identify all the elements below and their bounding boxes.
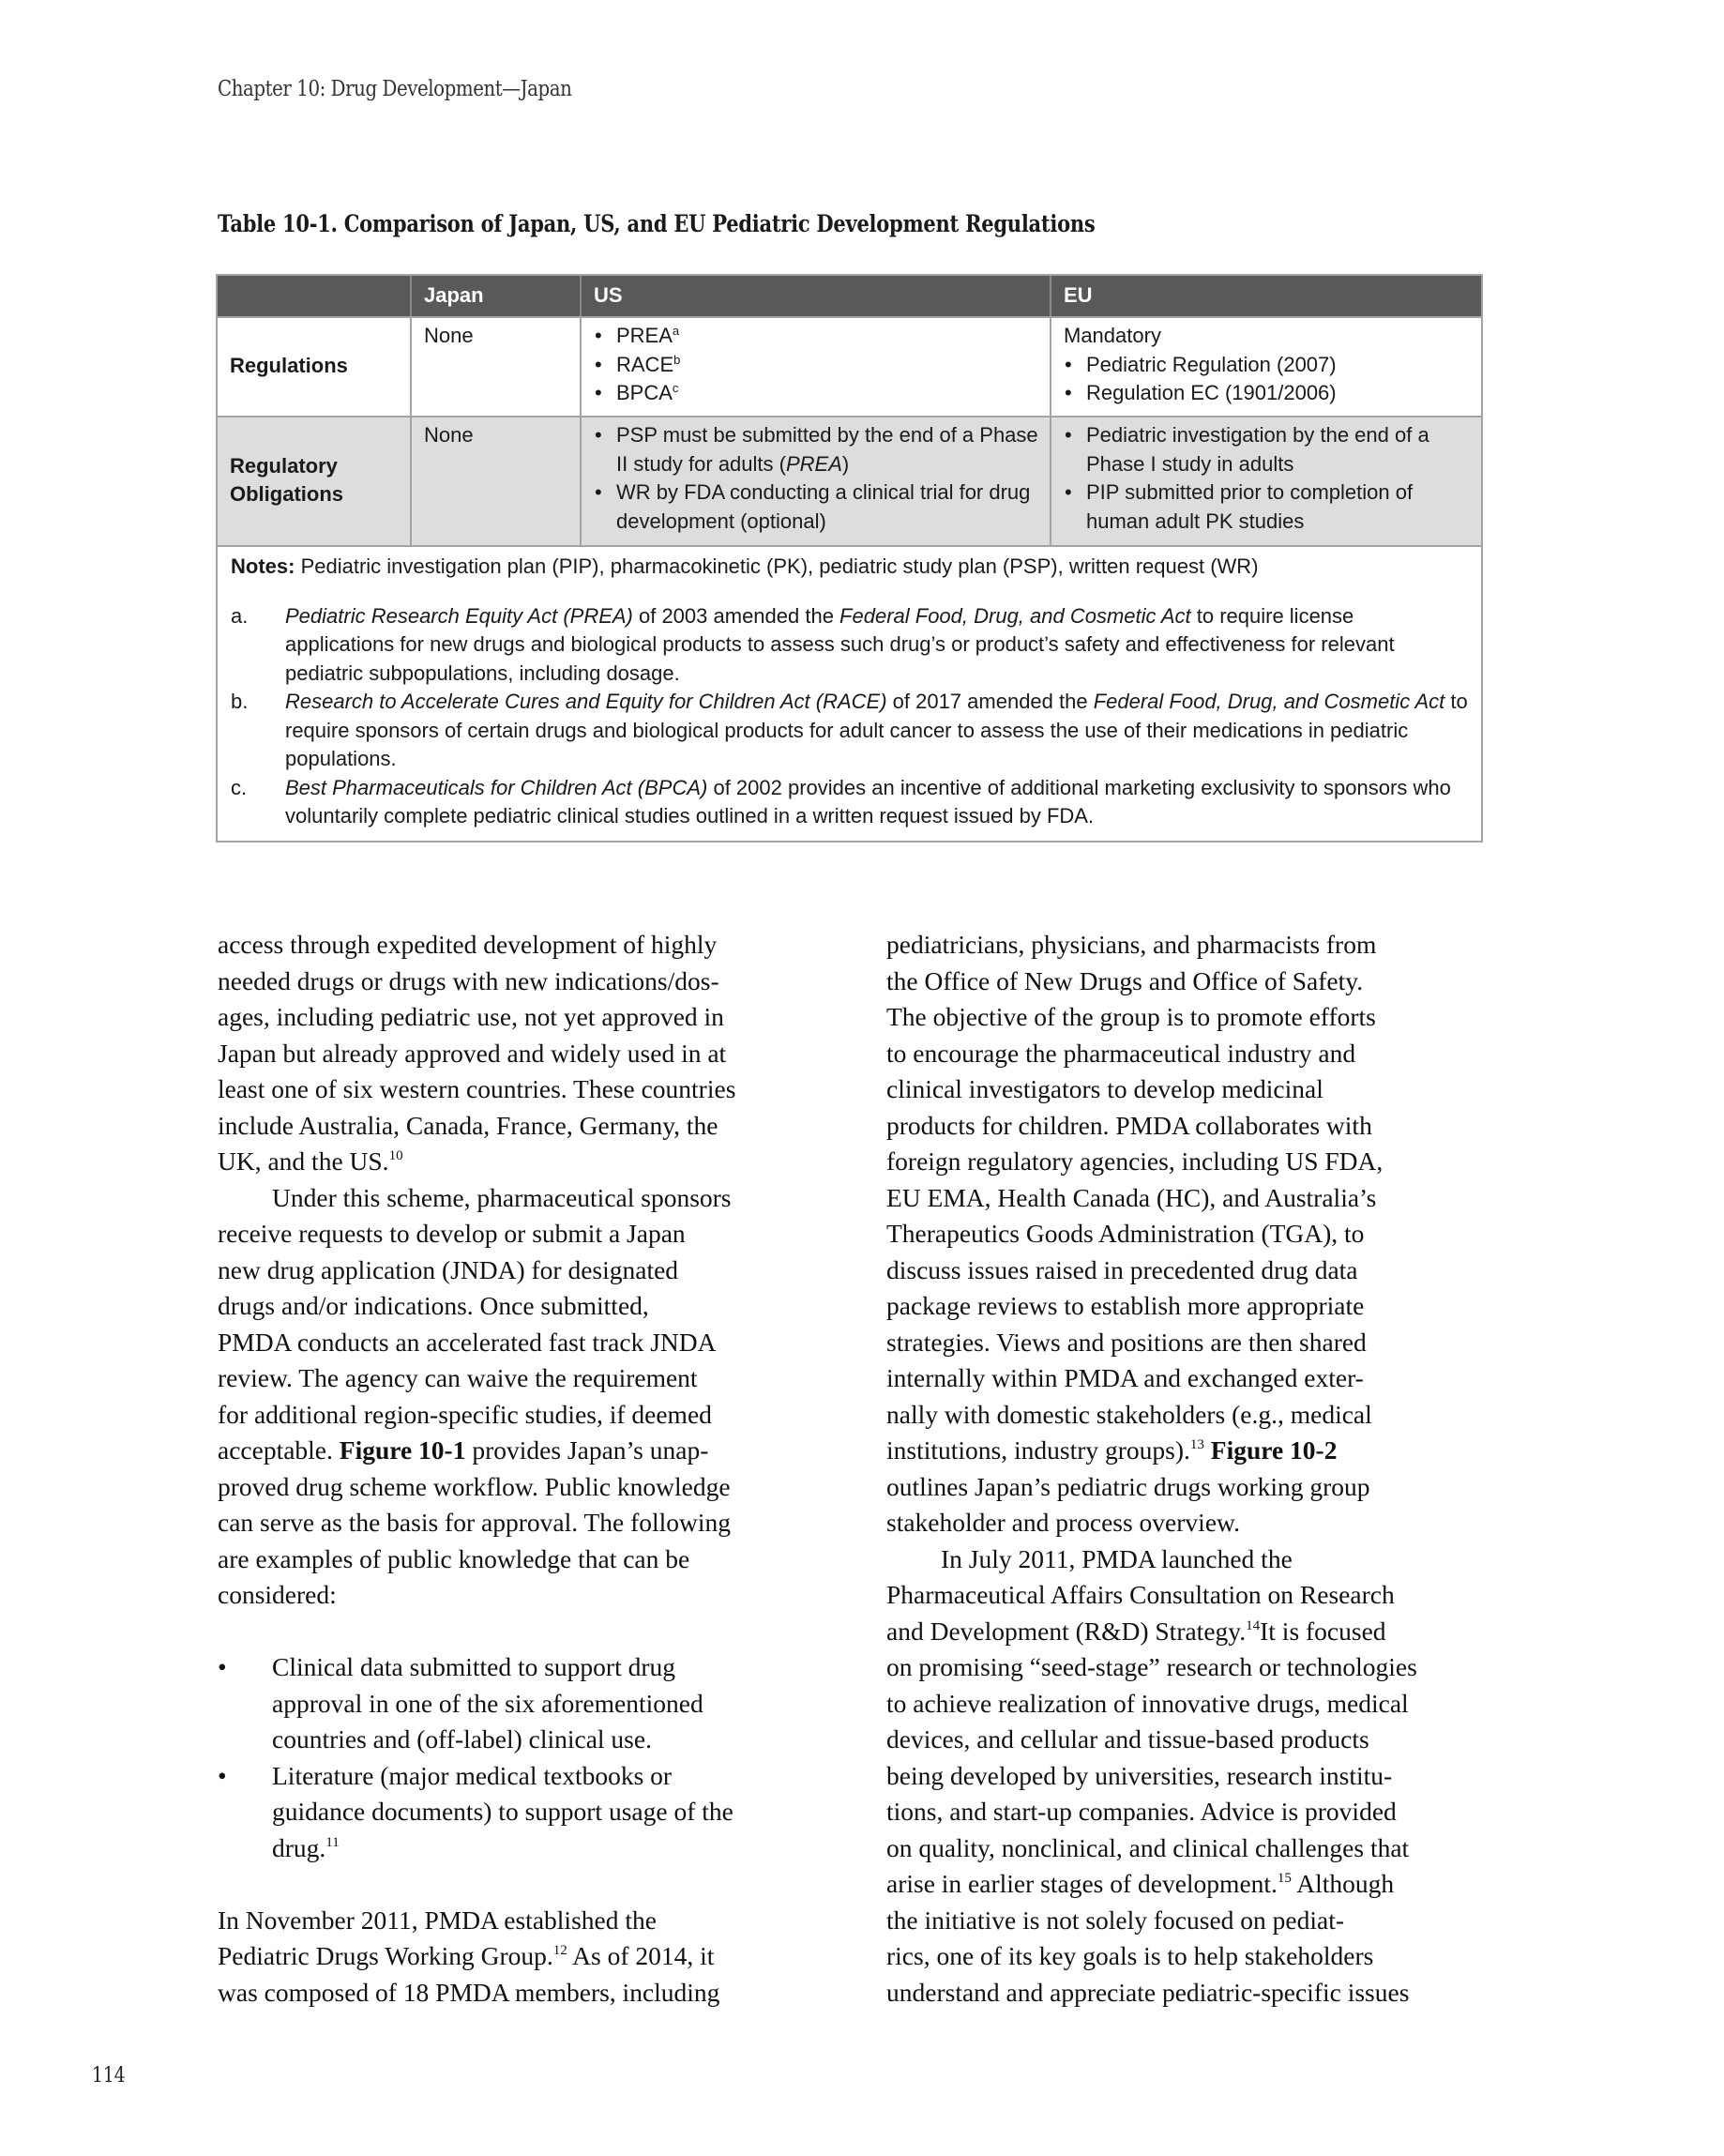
text-line: Therapeutics Goods Administration (TGA), to: [886, 1219, 1365, 1248]
list-item: • PREA$^a$: [594, 322, 1038, 351]
text-line: strategies. Views and positions are then shared: [886, 1327, 1367, 1357]
footnote-ref: a: [672, 324, 680, 338]
notes-label: Notes:: [231, 554, 295, 578]
list-item: • RACE$^b$: [594, 351, 1038, 380]
bullet-icon: •: [218, 1652, 227, 1681]
footnote-marker: c.: [231, 775, 248, 799]
text-line: for additional region-specific studies, if deemed: [218, 1399, 712, 1429]
table-row-regulatory-obligations: [218, 418, 1481, 547]
cell-eu-regulations: [1051, 318, 1481, 416]
list-item: • BPCA$^c$: [594, 379, 1038, 408]
text-line: was composed of 18 PMDA members, including: [218, 1977, 720, 2007]
cell-japan-obligations: None: [412, 418, 582, 545]
text-line: access through expedited development of highly: [218, 930, 718, 959]
text-line: guidance documents) to support usage of the: [272, 1797, 733, 1826]
text-line: institutions, industry groups).$^{13}$ Figure 10-2: [886, 1435, 1338, 1465]
text-line: review. The agency can waive the requirement: [218, 1363, 698, 1392]
text-line: to achieve realization of innovative drugs, medical: [886, 1688, 1409, 1718]
table-title: Table 10-1. Comparison of Japan, US, and EU Pediatric Development Regulations: [218, 210, 1096, 237]
row-label-regulations: Regulations: [218, 318, 412, 416]
text-line: drugs and/or indications. Once submitted,: [218, 1291, 649, 1320]
cell-japan-regulations: None: [412, 318, 582, 416]
footnote-ref: c: [672, 381, 679, 395]
header-cell-empty: [218, 276, 412, 316]
bullet-list-item: • Literature (major medical textbooks or: [218, 1758, 818, 1795]
text-line: In November 2011, PMDA established the: [218, 1905, 657, 1935]
list-item: • Regulation EC (1901/2006): [1064, 379, 1470, 408]
text-line: internally within PMDA and exchanged exter-: [886, 1363, 1364, 1392]
text-line: Pharmaceutical Affairs Consultation on Research: [886, 1580, 1395, 1609]
header-cell-eu: EU: [1064, 283, 1093, 307]
text-line: tions, and start-up companies. Advice is provided: [886, 1797, 1397, 1826]
notes-abbreviations: Notes: Pediatric investigation plan (PIP), pharmacokinetic (PK), pediatric study plan (PSP), written request (WR): [231, 554, 1259, 578]
eu-obligations-list: [1064, 421, 1470, 536]
bullet-list-item: • Clinical data submitted to support drug: [218, 1649, 818, 1686]
text-line: new drug application (JNDA) for designated: [218, 1254, 679, 1284]
text-line: [218, 1614, 818, 1650]
running-head: Chapter 10: Drug Development—Japan: [218, 77, 572, 101]
text-line: clinical investigators to develop medicinal: [886, 1074, 1323, 1103]
footnote-c: [231, 774, 1468, 831]
text-line: acceptable. Figure 10-1 provides Japan’s unap-: [218, 1435, 709, 1465]
header-cell-japan: Japan: [412, 276, 582, 316]
text-line: proved drug scheme workflow. Public knowledge: [218, 1471, 731, 1501]
text-line: In July 2011, PMDA launched the: [941, 1543, 1293, 1573]
list-item: • Pediatric Regulation (2007): [1064, 351, 1470, 380]
text-line: and Development (R&D) Strategy.$^{14}$It is focused: [886, 1616, 1386, 1646]
body-column-right: [886, 927, 1496, 2011]
table-notes-row: [218, 547, 1481, 841]
text-line: least one of six western countries. These countries: [218, 1074, 736, 1103]
bullet-icon: •: [218, 1760, 227, 1790]
text-line: the initiative is not solely focused on pediat-: [886, 1905, 1345, 1935]
text-line: rics, one of its key goals is to help stakeholders: [886, 1941, 1374, 1970]
list-item: • Pediatric investigation by the end of a Phase I study in adults: [1064, 421, 1470, 478]
text-line: considered:: [218, 1580, 337, 1609]
comparison-table: [216, 274, 1483, 843]
footnote-text: Research to Accelerate Cures and Equity for Children Act (RACE) of 2017 amended the Federal Food, Drug, and Cosmetic Act to require sponsors of certain drugs and biological products for adult cancer to assess the use of their medications in pediatric populations.: [285, 690, 1468, 770]
text-line: approval in one of the six aforementioned: [272, 1688, 703, 1718]
list-item: • PIP submitted prior to completion of human adult PK studies: [1064, 478, 1470, 536]
list-item: • PSP must be submitted by the end of a Phase II study for adults (PREA): [594, 421, 1038, 478]
footnote-marker: b.: [231, 690, 249, 713]
text-line: arise in earlier stages of development.$^{15}$ Although: [886, 1869, 1395, 1898]
body-column-left: [218, 927, 818, 2011]
text-line: are examples of public knowledge that can be: [218, 1543, 690, 1573]
text-line: PMDA conducts an accelerated fast track JNDA: [218, 1327, 717, 1357]
text-line: can serve as the basis for approval. The following: [218, 1508, 732, 1537]
footnote-text: Best Pharmaceuticals for Children Act (BPCA) of 2002 provides an incentive of additional marketing exclusivity to sponsors who voluntarily complete pediatric clinical studies outlined in a written request issued by FDA.: [285, 775, 1451, 827]
cell-us-obligations: [582, 418, 1051, 545]
text-line: ages, including pediatric use, not yet approved in: [218, 1002, 724, 1031]
footnote-text: Pediatric Research Equity Act (PREA) of 2003 amended the Federal Food, Drug, and Cosmetic Act to require license applications for new drugs and biological products to assess such drug’s or product’s safety and effectiveness for relevant pediatric subpopulations, including dosage.: [285, 603, 1395, 685]
text-line: Under this scheme, pharmaceutical sponsors: [272, 1182, 732, 1212]
text-line: nally with domestic stakeholders (e.g., medical: [886, 1399, 1372, 1429]
text-line: Japan but already approved and widely used in at: [218, 1038, 727, 1068]
table-header-row: [218, 276, 1481, 318]
text-line: countries and (off-label) clinical use.: [272, 1724, 652, 1754]
footnote-b: [231, 688, 1468, 774]
text-line: pediatricians, physicians, and pharmacists from: [886, 930, 1377, 959]
text-line: include Australia, Canada, France, Germany, the: [218, 1110, 718, 1140]
cell-us-regulations: [582, 318, 1051, 416]
text-line: Pediatric Drugs Working Group.$^{12}$ As of 2014, it: [218, 1941, 715, 1970]
text-line: EU EMA, Health Canada (HC), and Australia’s: [886, 1182, 1377, 1212]
text-line: package reviews to establish more appropriate: [886, 1291, 1365, 1320]
text-line: devices, and cellular and tissue-based products: [886, 1724, 1369, 1754]
table-notes: [218, 547, 1481, 841]
text-line: stakeholder and process overview.: [886, 1508, 1240, 1537]
text-line: outlines Japan’s pediatric drugs working group: [886, 1471, 1370, 1501]
cell-eu-obligations: [1051, 418, 1481, 545]
table-row-regulations: [218, 318, 1481, 418]
text-line: on quality, nonclinical, and clinical challenges that: [886, 1832, 1410, 1862]
text-line: discuss issues raised in precedented drug data: [886, 1254, 1358, 1284]
row-label-regulatory-obligations: Regulatory Obligations: [218, 418, 412, 545]
text-line: UK, and the US.$^{10}$: [218, 1146, 403, 1176]
eu-regulations-intro: Mandatory: [1064, 324, 1161, 347]
text-line: the Office of New Drugs and Office of Safety.: [886, 965, 1364, 995]
text-line: understand and appreciate pediatric-specific issues: [886, 1977, 1410, 2007]
text-line: on promising “seed-stage” research or technologies: [886, 1652, 1417, 1681]
text-line: drug.$^{11}$: [272, 1832, 340, 1862]
text-line: needed drugs or drugs with new indications/dos-: [218, 965, 719, 995]
page-number: 114: [92, 2064, 126, 2088]
footnote-marker: a.: [231, 603, 249, 628]
text-line: receive requests to develop or submit a Japan: [218, 1219, 686, 1248]
text-line: foreign regulatory agencies, including US FDA,: [886, 1146, 1384, 1176]
footnote-ref: b: [673, 352, 681, 367]
text-line: [218, 1866, 818, 1903]
text-line: products for children. PMDA collaborates with: [886, 1110, 1372, 1140]
footnote-a: [231, 602, 1468, 689]
text-line: to encourage the pharmaceutical industry and: [886, 1038, 1356, 1068]
list-item: • WR by FDA conducting a clinical trial for drug development (optional): [594, 478, 1038, 536]
header-cell-us: US: [582, 276, 1051, 316]
text-line: The objective of the group is to promote efforts: [886, 1002, 1376, 1031]
text-line: being developed by universities, research institu-: [886, 1760, 1393, 1790]
eu-regulations-list: [1064, 351, 1470, 408]
us-regulations-list: [594, 322, 1038, 408]
us-obligations-list: [594, 421, 1038, 536]
